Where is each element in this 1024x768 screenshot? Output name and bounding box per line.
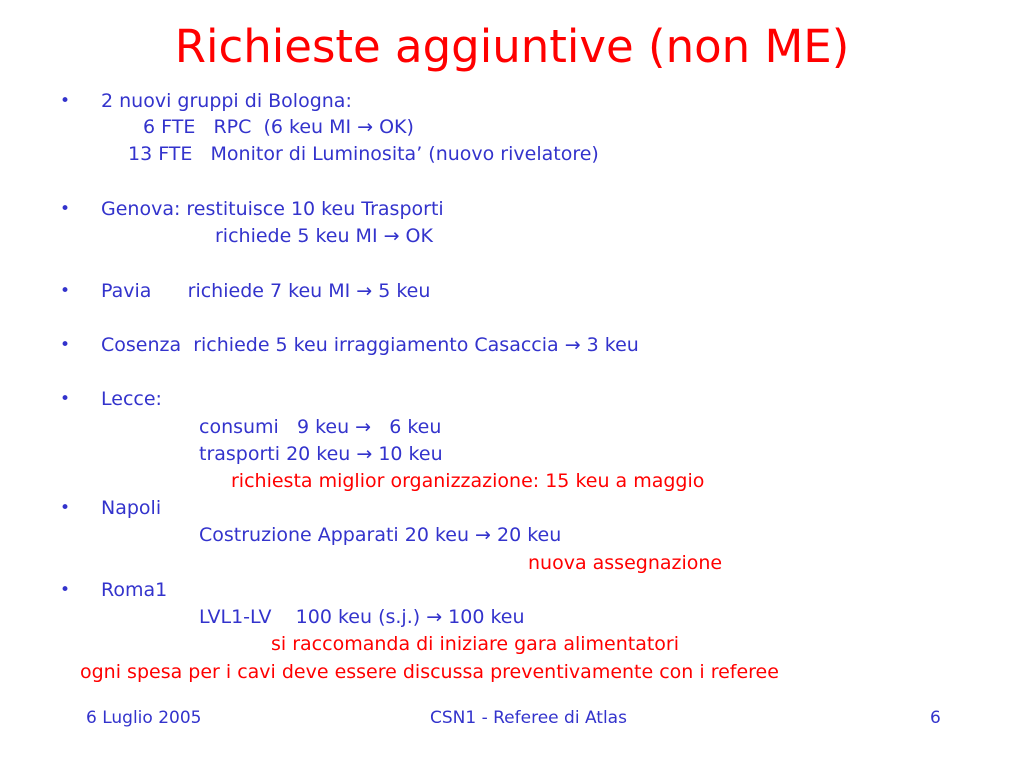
footer-title: CSN1 - Referee di Atlas — [430, 708, 627, 728]
bullet-marker: • — [60, 498, 71, 518]
cables-note: ogni spesa per i cavi deve essere discussa preventivamente con i referee — [80, 661, 779, 683]
bullet-marker: • — [60, 281, 71, 301]
footer-date: 6 Luglio 2005 — [86, 708, 202, 728]
roma1-heading: Roma1 — [101, 579, 168, 601]
bullet-marker: • — [60, 335, 71, 355]
bullet-marker: • — [60, 199, 71, 219]
napoli-note: nuova assegnazione — [528, 552, 723, 574]
bologna-heading: 2 nuovi gruppi di Bologna: — [101, 90, 352, 112]
lecce-heading: Lecce: — [101, 388, 162, 410]
lecce-trasporti-line: trasporti 20 keu → 10 keu — [199, 443, 443, 465]
genova-request-line: richiede 5 keu MI → OK — [215, 225, 433, 247]
lecce-consumi-line: consumi 9 keu → 6 keu — [199, 416, 442, 438]
slide-number: 6 — [930, 708, 941, 728]
cosenza-line: Cosenza richiede 5 keu irraggiamento Casaccia → 3 keu — [101, 334, 639, 356]
roma1-lvl1-line: LVL1-LV 100 keu (s.j.) → 100 keu — [199, 606, 525, 628]
napoli-heading: Napoli — [101, 497, 162, 519]
genova-line: Genova: restituisce 10 keu Trasporti — [101, 198, 444, 220]
napoli-apparati-line: Costruzione Apparati 20 keu → 20 keu — [199, 524, 562, 546]
bologna-monitor-line: 13 FTE Monitor di Luminosita’ (nuovo rivelatore) — [128, 143, 599, 165]
bullet-marker: • — [60, 580, 71, 600]
lecce-note: richiesta miglior organizzazione: 15 keu a maggio — [231, 470, 705, 492]
bullet-marker: • — [60, 91, 71, 111]
bologna-rpc-line: 6 FTE RPC (6 keu MI → OK) — [143, 116, 414, 138]
slide-title: Richieste aggiuntive (non ME) — [174, 20, 850, 73]
roma1-note: si raccomanda di iniziare gara alimentatori — [271, 633, 680, 655]
bullet-marker: • — [60, 389, 71, 409]
pavia-line: Pavia richiede 7 keu MI → 5 keu — [101, 280, 431, 302]
